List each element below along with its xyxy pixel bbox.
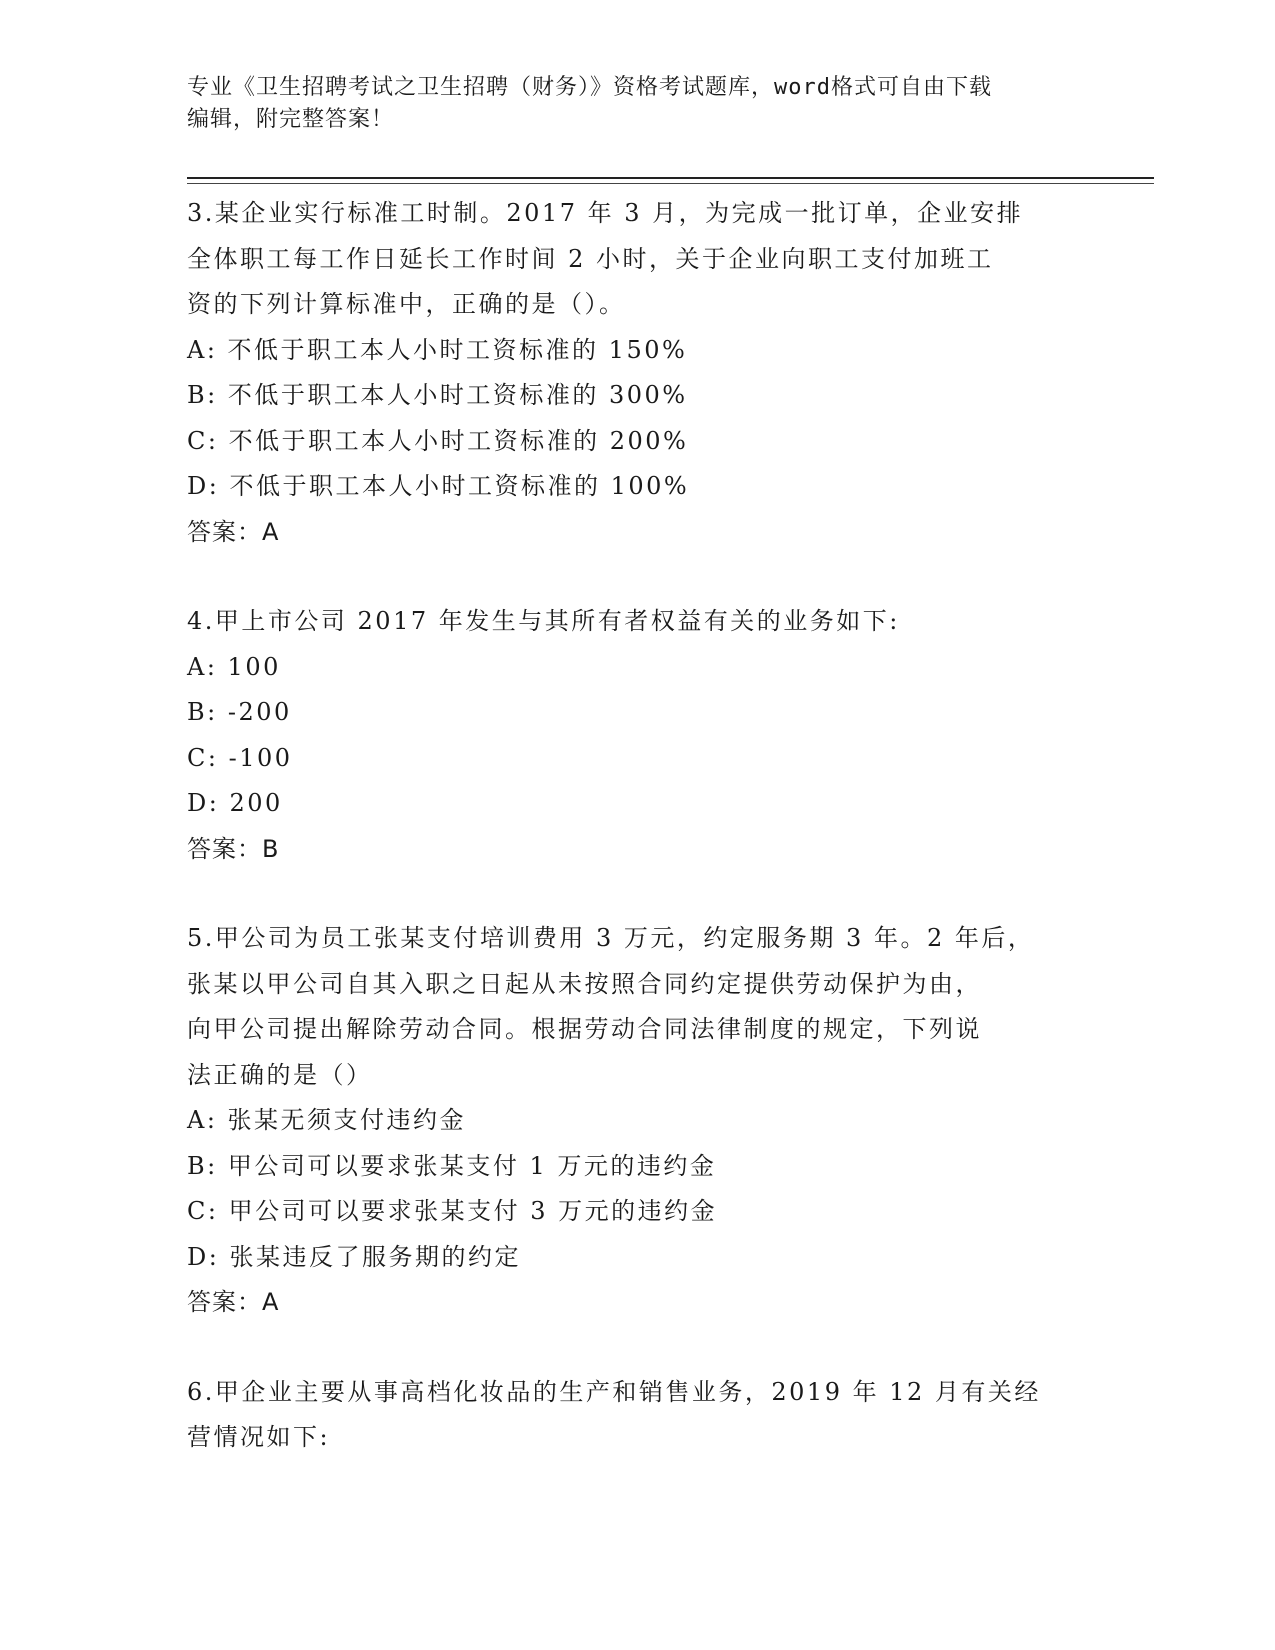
question-5-option-b: B: 甲公司可以要求张某支付 1 万元的违约金 [187,1151,717,1180]
question-6 [187,1370,1087,1461]
question-5-option-c: C: 甲公司可以要求张某支付 3 万元的违约金 [187,1197,718,1225]
question-4-option-b: B: -200 [187,698,292,726]
question-3-stem-line-2: 全体职工每工作日延长工作时间 2 小时，关于企业向职工支付加班工 [187,244,994,273]
question-6-stem-line-1: 6.甲企业主要从事高档化妆品的生产和销售业务，2019 年 12 月有关经 [187,1377,1041,1406]
header-line-2: 编辑，附完整答案！ [187,107,395,132]
header-rule-thick [187,177,1154,179]
question-5-stem-line-1: 5.甲公司为员工张某支付培训费用 3 万元，约定服务期 3 年。2 年后， [187,924,1035,952]
question-3-option-b: B: 不低于职工本人小时工资标准的 300% [187,381,688,409]
question-5-stem-line-4: 法正确的是（） [187,1060,373,1089]
question-4-option-c: C: -100 [187,743,293,772]
question-5-option-a: A: 张某无须支付违约金 [187,1106,467,1134]
question-5-stem-line-2: 张某以甲公司自其入职之日起从未按照合同约定提供劳动保护为由， [187,969,982,998]
question-3-option-d: D: 不低于职工本人小时工资标准的 100% [187,472,690,500]
document-header [187,72,1067,136]
question-3-answer: 答案：A [187,517,280,546]
question-list [187,191,1087,1461]
question-spacer [187,872,1087,916]
question-3-stem-line-1: 3.某企业实行标准工时制。2017 年 3 月，为完成一批订单，企业安排 [187,199,1024,227]
question-4-option-d: D: 200 [187,789,283,817]
question-3-option-c: C: 不低于职工本人小时工资标准的 200% [187,426,689,455]
question-3 [187,191,1087,555]
header-rule-thin [187,183,1154,184]
question-6-stem-line-2: 营情况如下: [187,1423,331,1451]
question-5 [187,916,1087,1326]
question-5-answer: 答案：A [187,1288,280,1316]
question-spacer [187,1326,1087,1370]
question-5-stem-line-3: 向甲公司提出解除劳动合同。根据劳动合同法律制度的规定，下列说 [187,1015,982,1043]
question-3-stem-line-3: 资的下列计算标准中，正确的是（）。 [187,290,626,318]
question-4-stem-line-1: 4.甲上市公司 2017 年发生与其所有者权益有关的业务如下: [187,607,900,635]
question-4 [187,599,1087,872]
question-3-option-a: A: 不低于职工本人小时工资标准的 150% [187,335,688,364]
header-line-1: 专业《卫生招聘考试之卫生招聘（财务）》资格考试题库，word格式可自由下载 [187,75,992,100]
question-4-option-a: A: 100 [187,652,281,681]
question-4-answer: 答案：B [187,834,280,863]
question-5-option-d: D: 张某违反了服务期的约定 [187,1242,521,1271]
question-spacer [187,555,1087,599]
